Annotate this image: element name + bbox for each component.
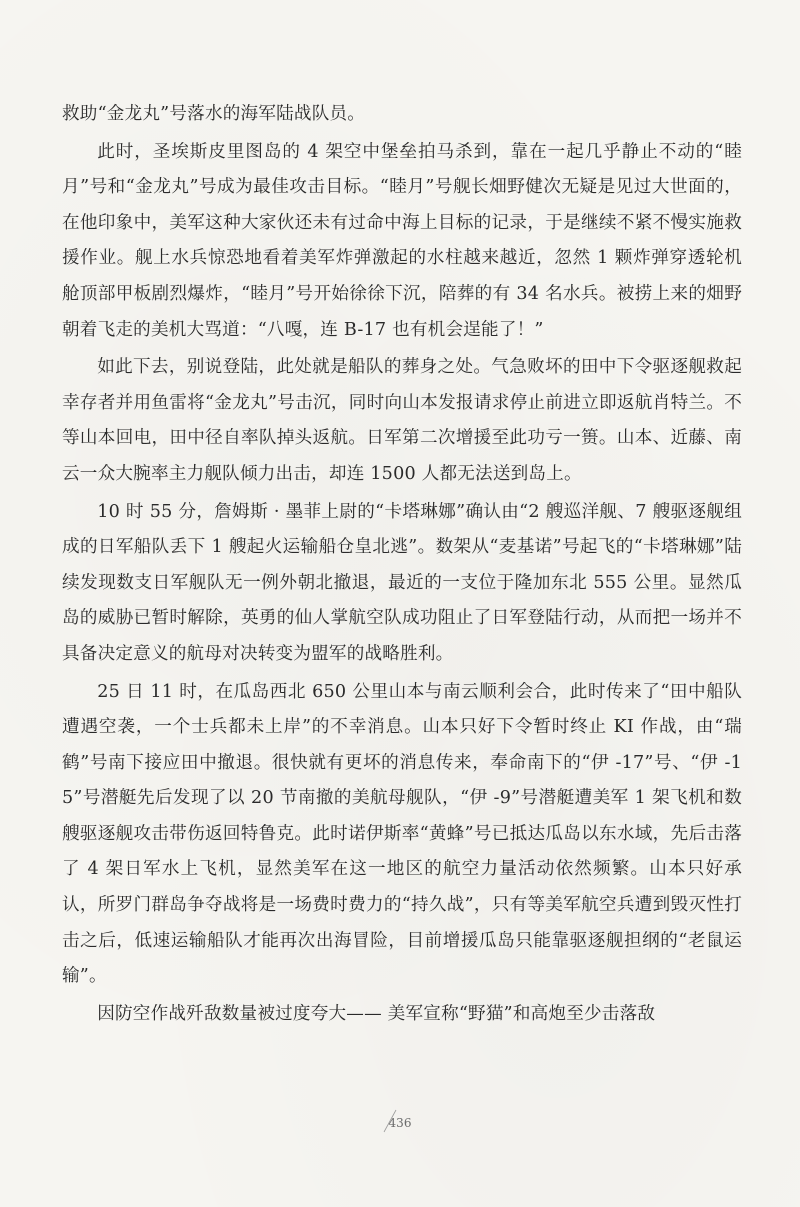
body-text	[62, 97, 742, 1034]
paragraph: 因防空作战歼敌数量被过度夸大—— 美军宣称“野猫”和高炮至少击落敌	[97, 1003, 656, 1024]
page-number: 436	[388, 1116, 412, 1130]
paragraph-continued: 救助“金龙丸”号落水的海军陆战队员。	[62, 104, 366, 124]
paragraph: 此时，圣埃斯皮里图岛的 4 架空中堡垒拍马杀到，靠在一起几乎静止不动的“睦月”号和“金龙丸”号成为最佳攻击目标。“睦月”号舰长畑野健次无疑是见过大世面的，在他印象中，美军这种大家伙还未有过命中海上目标的记录，于是继续不紧不慢实施救援作业。舰上水兵惊恐地看着美军炸弹激起的水柱越来越近，忽然 1 颗炸弹穿透轮机舱顶部甲板剧烈爆炸，“睦月”号开始徐徐下沉，陪葬的有 34 名水兵。被捞上来的畑野朝着飞走的美机大骂道：“八嘎，连 B-17 也有机会逞能了！”	[62, 141, 742, 340]
paragraph: 25 日 11 时，在瓜岛西北 650 公里山本与南云顺利会合，此时传来了“田中船队遭遇空袭，一个士兵都未上岸”的不幸消息。山本只好下令暂时终止 KI 作战，由“瑞鹤”号南下接应田中撤退。很快就有更坏的消息传来，奉命南下的“伊 -17”号、“伊 -15”号潜艇先后发现了以 20 节南撤的美航母舰队，“伊 -9”号潜艇遭美军 1 架飞机和数艘驱逐舰攻击带伤返回特鲁克。此时诺伊斯率“黄蜂”号已抵达瓜岛以东水域，先后击落了 4 架日军水上飞机，显然美军在这一地区的航空力量活动依然频繁。山本只好承认，所罗门群岛争夺战将是一场费时费力的“持久战”，只有等美军航空兵遭到毁灭性打击之后，低速运输船队才能再次出海冒险，目前增援瓜岛只能靠驱逐舰担纲的“老鼠运输”。	[62, 681, 742, 987]
paragraph: 10 时 55 分，詹姆斯 · 墨菲上尉的“卡塔琳娜”确认由“2 艘巡洋舰、7 艘驱逐舰组成的日军船队丢下 1 艘起火运输船仓皇北逃”。数架从“麦基诺”号起飞的“卡塔琳娜”陆续发现数支日军舰队无一例外朝北撤退，最近的一支位于隆加东北 555 公里。显然瓜岛的威胁已暂时解除，英勇的仙人掌航空队成功阻止了日军登陆行动，从而把一场并不具备决定意义的航母对决转变为盟军的战略胜利。	[62, 501, 742, 664]
paragraph: 如此下去，别说登陆，此处就是船队的葬身之处。气急败坏的田中下令驱逐舰救起幸存者并用鱼雷将“金龙丸”号击沉，同时向山本发报请求停止前进立即返航肖特兰。不等山本回电，田中径自率队掉头返航。日军第二次增援至此功亏一篑。山本、近藤、南云一众大腕率主力舰队倾力出击，却连 1500 人都无法送到岛上。	[62, 357, 742, 484]
